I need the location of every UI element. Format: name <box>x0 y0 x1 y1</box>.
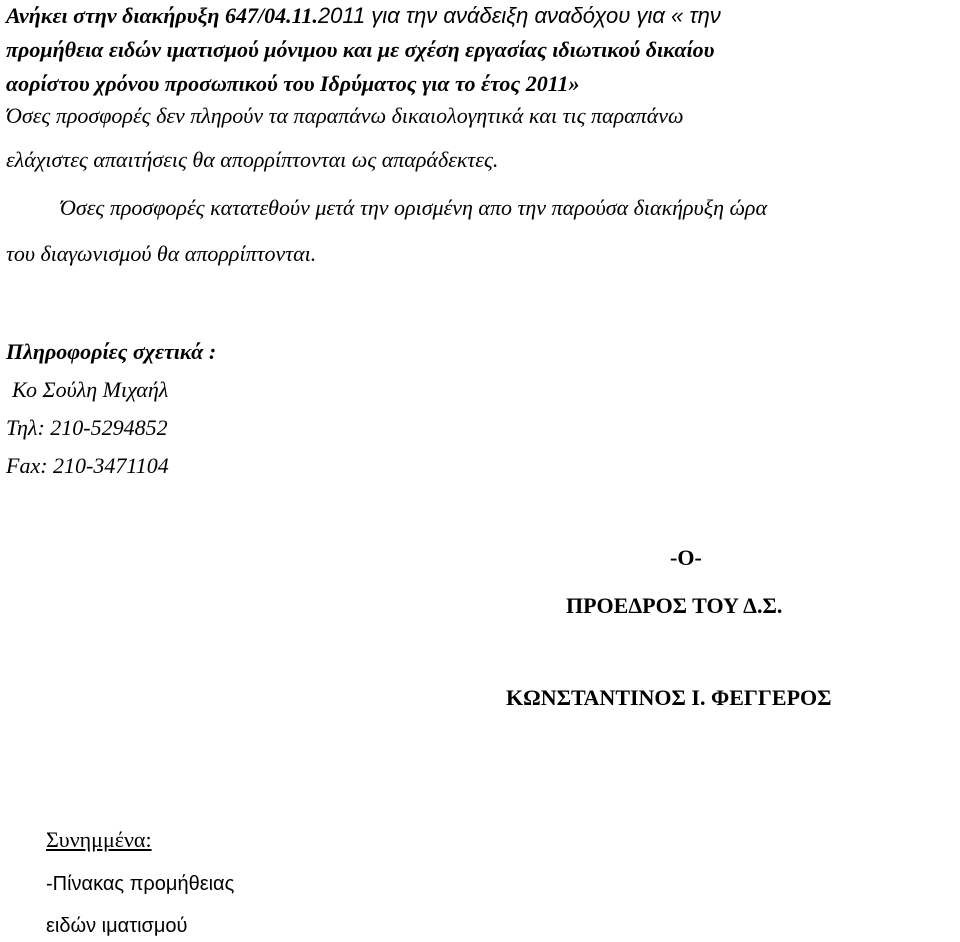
paragraph-2-line-2: του διαγωνισμού θα απορρίπτονται. <box>6 241 317 266</box>
signature-name: ΚΩΝΣΤΑΝΤΙΝΟΣ Ι. ΦΕΓΓΕΡΟΣ <box>506 685 832 710</box>
paragraph-2-line-1: Όσες προσφορές κατατεθούν μετά την ορισμένη απο την παρούσα διακήρυξη ώρα <box>60 195 767 220</box>
signature-marker: -Ο- <box>670 545 702 570</box>
contact-phone: Τηλ: 210-5294852 <box>6 415 168 440</box>
contact-name: Κο Σούλη Μιχαήλ <box>12 377 169 402</box>
contact-heading: Πληροφορίες σχετικά : <box>6 339 217 364</box>
paragraph-1-line-1: Όσες προσφορές δεν πληρούν τα παραπάνω δικαιολογητικά και τις παραπάνω <box>6 103 684 128</box>
paragraph-1-line-2: ελάχιστες απαιτήσεις θα απορρίπτονται ως απαράδεκτες. <box>6 147 499 172</box>
contact-fax: Fax: 210-3471104 <box>6 453 169 478</box>
header-line-1-part-1: Ανήκει στην διακήρυξη 647/04.11. <box>6 3 318 28</box>
header-line-3: αορίστου χρόνου προσωπικού του Ιδρύματος για το έτος 2011» <box>6 71 580 96</box>
attachment-item-line-1: -Πίνακας προμήθειας <box>46 873 235 895</box>
header-line-1 <box>6 2 721 30</box>
signature-title: ΠΡΟΕΔΡΟΣ ΤΟΥ Δ.Σ. <box>566 593 783 618</box>
header-line-1-part-2: 2011 για την ανάδειξη αναδόχου για « την <box>317 3 721 28</box>
attachments-heading: Συνημμένα: <box>46 827 152 852</box>
header-line-2: προμήθεια ειδών ιματισμού μόνιμου και με σχέση εργασίας ιδιωτικού δικαίου <box>6 37 715 62</box>
attachment-item-line-2: ειδών ιματισμού <box>46 915 188 937</box>
